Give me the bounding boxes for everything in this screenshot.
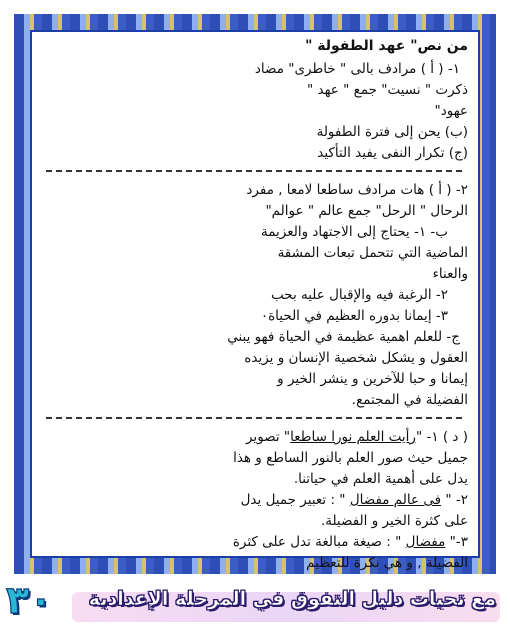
answer-line: ج- للعلم اهمية عظيمة في الحياة فهو يبني [227, 329, 460, 345]
section-title: من نص" عهد الطفولة " [305, 38, 468, 54]
item-rest: " : تعبير جميل يدل [240, 492, 350, 508]
dashed-separator [46, 417, 462, 419]
answer-line: ٢- الرغبة فيه والإقبال عليه بحب [270, 287, 448, 303]
answer-line: إيمانا و حبا للآخرين و ينشر الخير و [277, 371, 468, 387]
answer-line: عهود" [434, 103, 468, 119]
answer-line: (ج) تكرار النفى يفيد التأكيد [317, 145, 468, 161]
answer-line [40, 427, 468, 448]
underlined-quote: فى عالم مفضال [349, 492, 442, 508]
dashed-separator [46, 170, 462, 172]
answer-line [40, 490, 468, 511]
item-rest: " تصوير [245, 429, 291, 445]
footer-banner [0, 578, 510, 639]
answer-line [40, 532, 468, 553]
answer-line: ٣- إيمانا بدوره العظيم في الحياة٠ [260, 308, 448, 324]
item-rest: " : صيغة مبالغة تدل على كثرة [232, 534, 406, 550]
answer-line: ب- ١- يحتاج إلى الاجتهاد والعزيمة [260, 224, 448, 240]
underlined-quote: مفضال [405, 534, 446, 550]
answer-line: الفضيلة في المجتمع. [351, 392, 468, 408]
answer-line: والعناء [432, 266, 468, 282]
answer-line: العقول و يشكل شخصية الإنسان و يزيده [244, 350, 468, 366]
answer-line: ٢- ( أ ) هات مرادف ساطعا لامعا , مفرد [246, 182, 468, 198]
item-prefix: ( د ) ١- " [415, 429, 468, 445]
answer-line: ١- ( أ ) مرادف بالى " خاطرى" مضاد [254, 61, 460, 77]
answer-line: على كثرة الخير و الفضيلة. [320, 513, 468, 529]
answer-line: (ب) يحن إلى فترة الطفولة [316, 124, 468, 140]
answer-line: الرحال " الرحل" جمع عالم " عوالم" [265, 203, 468, 219]
item-prefix: ٢- " [441, 492, 468, 508]
answer-line: الماضية التي تتحمل تبعات المشقة [277, 245, 468, 261]
footer-credit: مع تحيات دليل التفوق في المرحلة الإعدادية [88, 588, 496, 610]
document-body [40, 36, 468, 574]
answer-line: ذكرت " نسيت" جمع " عهد " [306, 82, 468, 98]
answer-line: يدل على أهمية العلم في حياتنا. [293, 471, 468, 487]
page-number: ٣٠ [6, 578, 53, 622]
underlined-quote: رأيت العلم نورا ساطعا [290, 429, 416, 445]
answer-line: جميل حيث صور العلم بالنور الساطع و هذا [233, 450, 468, 466]
answer-line: الفضيلة , و هي نكرة للتعظيم [306, 555, 468, 571]
item-prefix: ٣-" [445, 534, 468, 550]
